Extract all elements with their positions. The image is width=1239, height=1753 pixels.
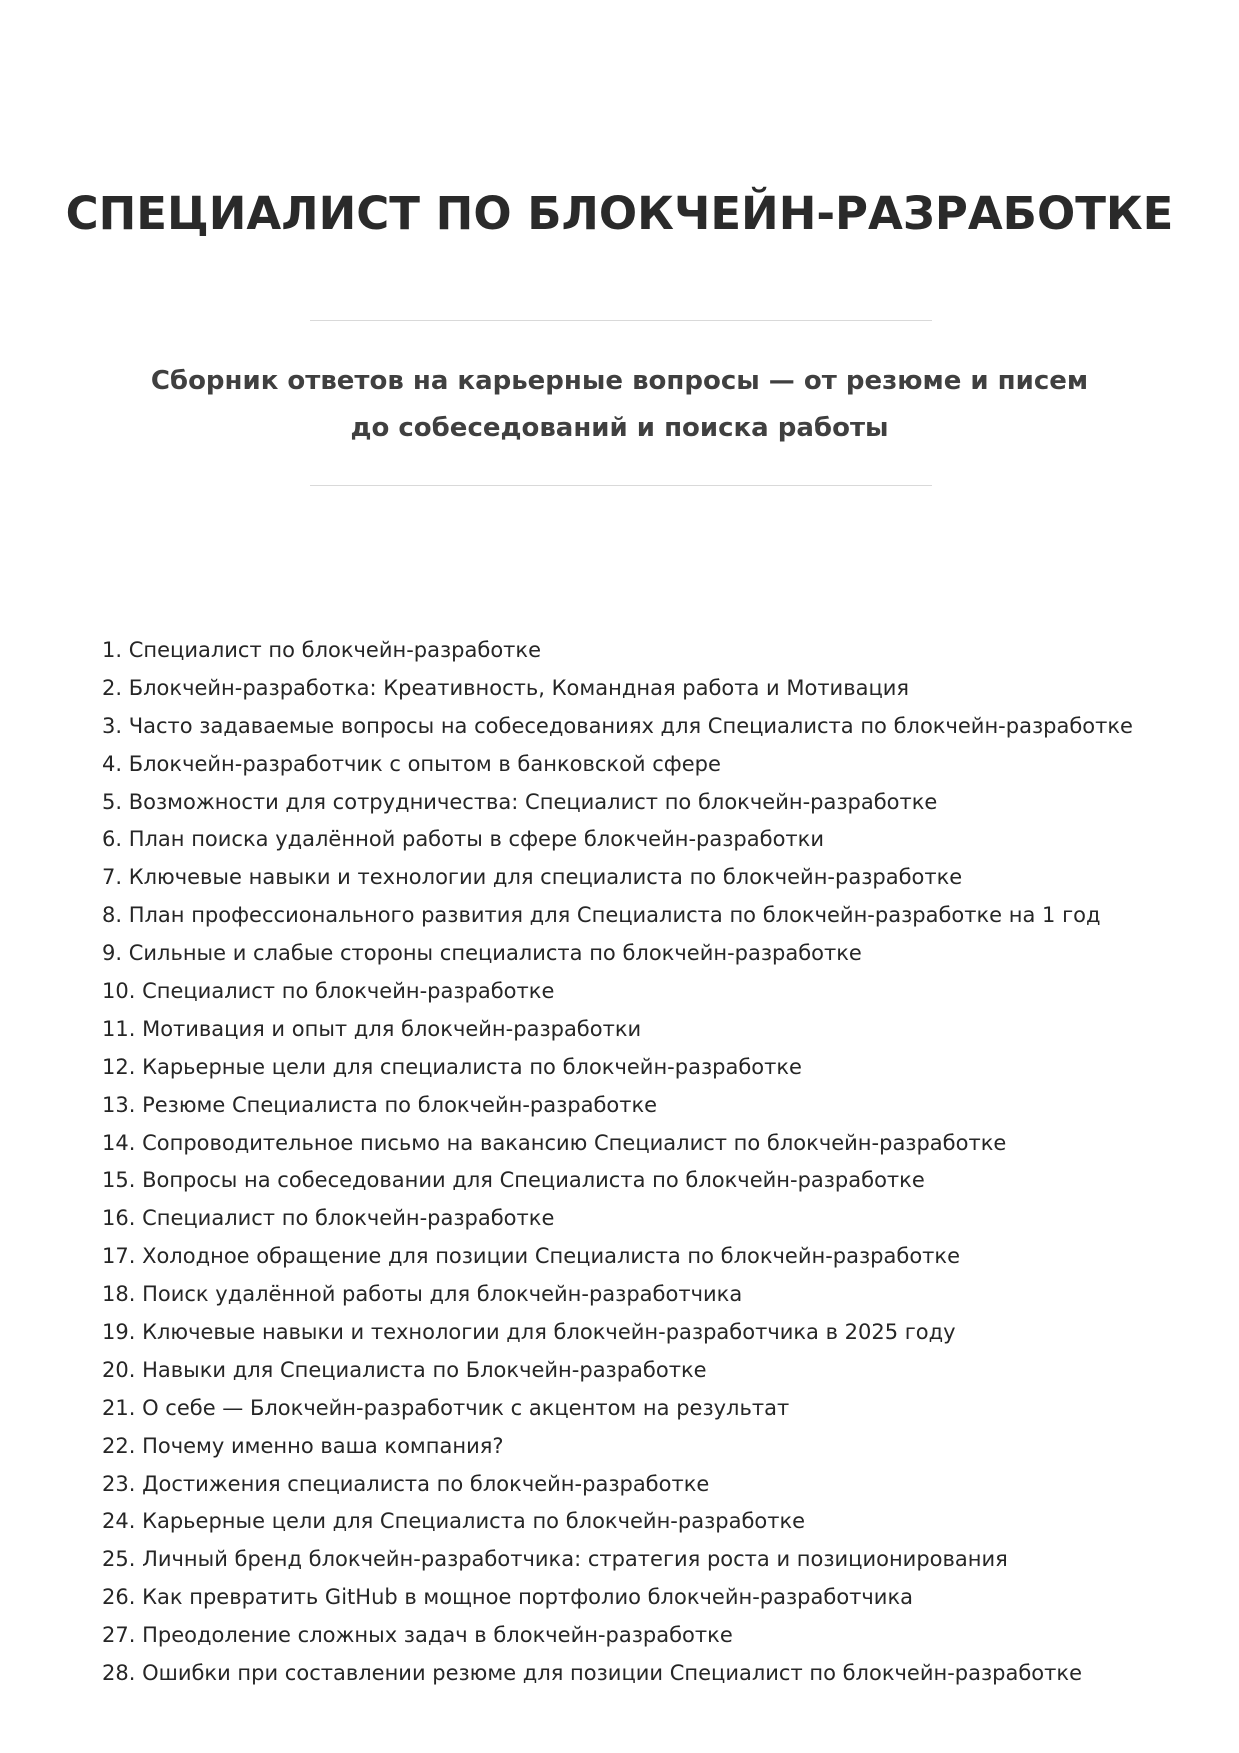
toc-item[interactable]: 6. План поиска удалённой работы в сфере блокчейн-разработки — [102, 827, 824, 852]
toc-item[interactable]: 23. Достижения специалиста по блокчейн-разработке — [102, 1471, 710, 1496]
toc-item[interactable]: 22. Почему именно ваша компания? — [102, 1433, 504, 1458]
toc-item[interactable]: 12. Карьерные цели для специалиста по блокчейн-разработке — [102, 1054, 802, 1079]
toc-item[interactable]: 4. Блокчейн-разработчик с опытом в банковской сфере — [102, 751, 721, 776]
toc-item[interactable]: 10. Специалист по блокчейн-разработке — [102, 979, 555, 1004]
toc-item[interactable]: 27. Преодоление сложных задач в блокчейн-разработке — [102, 1623, 733, 1648]
toc-item[interactable]: 8. План профессионального развития для Специалиста по блокчейн-разработке на 1 год — [102, 903, 1101, 928]
table-of-contents — [102, 632, 1162, 1693]
toc-item[interactable]: 20. Навыки для Специалиста по Блокчейн-разработке — [102, 1357, 707, 1382]
toc-item[interactable]: 9. Сильные и слабые стороны специалиста по блокчейн-разработке — [102, 941, 862, 966]
toc-item[interactable]: 17. Холодное обращение для позиции Специалиста по блокчейн-разработке — [102, 1244, 961, 1269]
toc-item[interactable]: 13. Резюме Специалиста по блокчейн-разработке — [102, 1092, 658, 1117]
toc-item[interactable]: 18. Поиск удалённой работы для блокчейн-разработчика — [102, 1282, 743, 1307]
divider-top — [310, 320, 932, 321]
toc-item[interactable]: 25. Личный бренд блокчейн-разработчика: стратегия роста и позиционирования — [102, 1547, 1008, 1572]
toc-item[interactable]: 26. Как превратить GitHub в мощное портфолио блокчейн-разработчика — [102, 1585, 914, 1610]
page-subtitle: Сборник ответов на карьерные вопросы — от резюме и писем до собеседований и поиска работы — [150, 366, 1089, 443]
toc-item[interactable]: 21. О себе — Блокчейн-разработчик с акцентом на результат — [102, 1395, 790, 1420]
divider-bottom — [310, 485, 932, 486]
toc-item[interactable]: 16. Специалист по блокчейн-разработке — [102, 1206, 555, 1231]
toc-item[interactable]: 3. Часто задаваемые вопросы на собеседованиях для Специалиста по блокчейн-разработке — [102, 713, 1133, 738]
toc-item[interactable]: 14. Сопроводительное письмо на вакансию Специалист по блокчейн-разработке — [102, 1130, 1007, 1155]
toc-item[interactable]: 19. Ключевые навыки и технологии для блокчейн-разработчика в 2025 году — [102, 1320, 956, 1345]
toc-item[interactable]: 7. Ключевые навыки и технологии для специалиста по блокчейн-разработке — [102, 865, 963, 890]
toc-item[interactable]: 5. Возможности для сотрудничества: Специалист по блокчейн-разработке — [102, 789, 938, 814]
toc-item[interactable]: 24. Карьерные цели для Специалиста по блокчейн-разработке — [102, 1509, 806, 1534]
page-title: СПЕЦИАЛИСТ ПО БЛОКЧЕЙН-РАЗРАБОТКЕ — [65, 187, 1174, 240]
toc-item[interactable]: 2. Блокчейн-разработка: Креативность, Командная работа и Мотивация — [102, 675, 910, 700]
toc-item[interactable]: 11. Мотивация и опыт для блокчейн-разработки — [102, 1016, 642, 1041]
toc-item[interactable]: 15. Вопросы на собеседовании для Специалиста по блокчейн-разработке — [102, 1168, 925, 1193]
toc-item[interactable]: 1. Специалист по блокчейн-разработке — [102, 638, 542, 662]
toc-item[interactable]: 28. Ошибки при составлении резюме для позиции Специалист по блокчейн-разработке — [102, 1661, 1082, 1686]
